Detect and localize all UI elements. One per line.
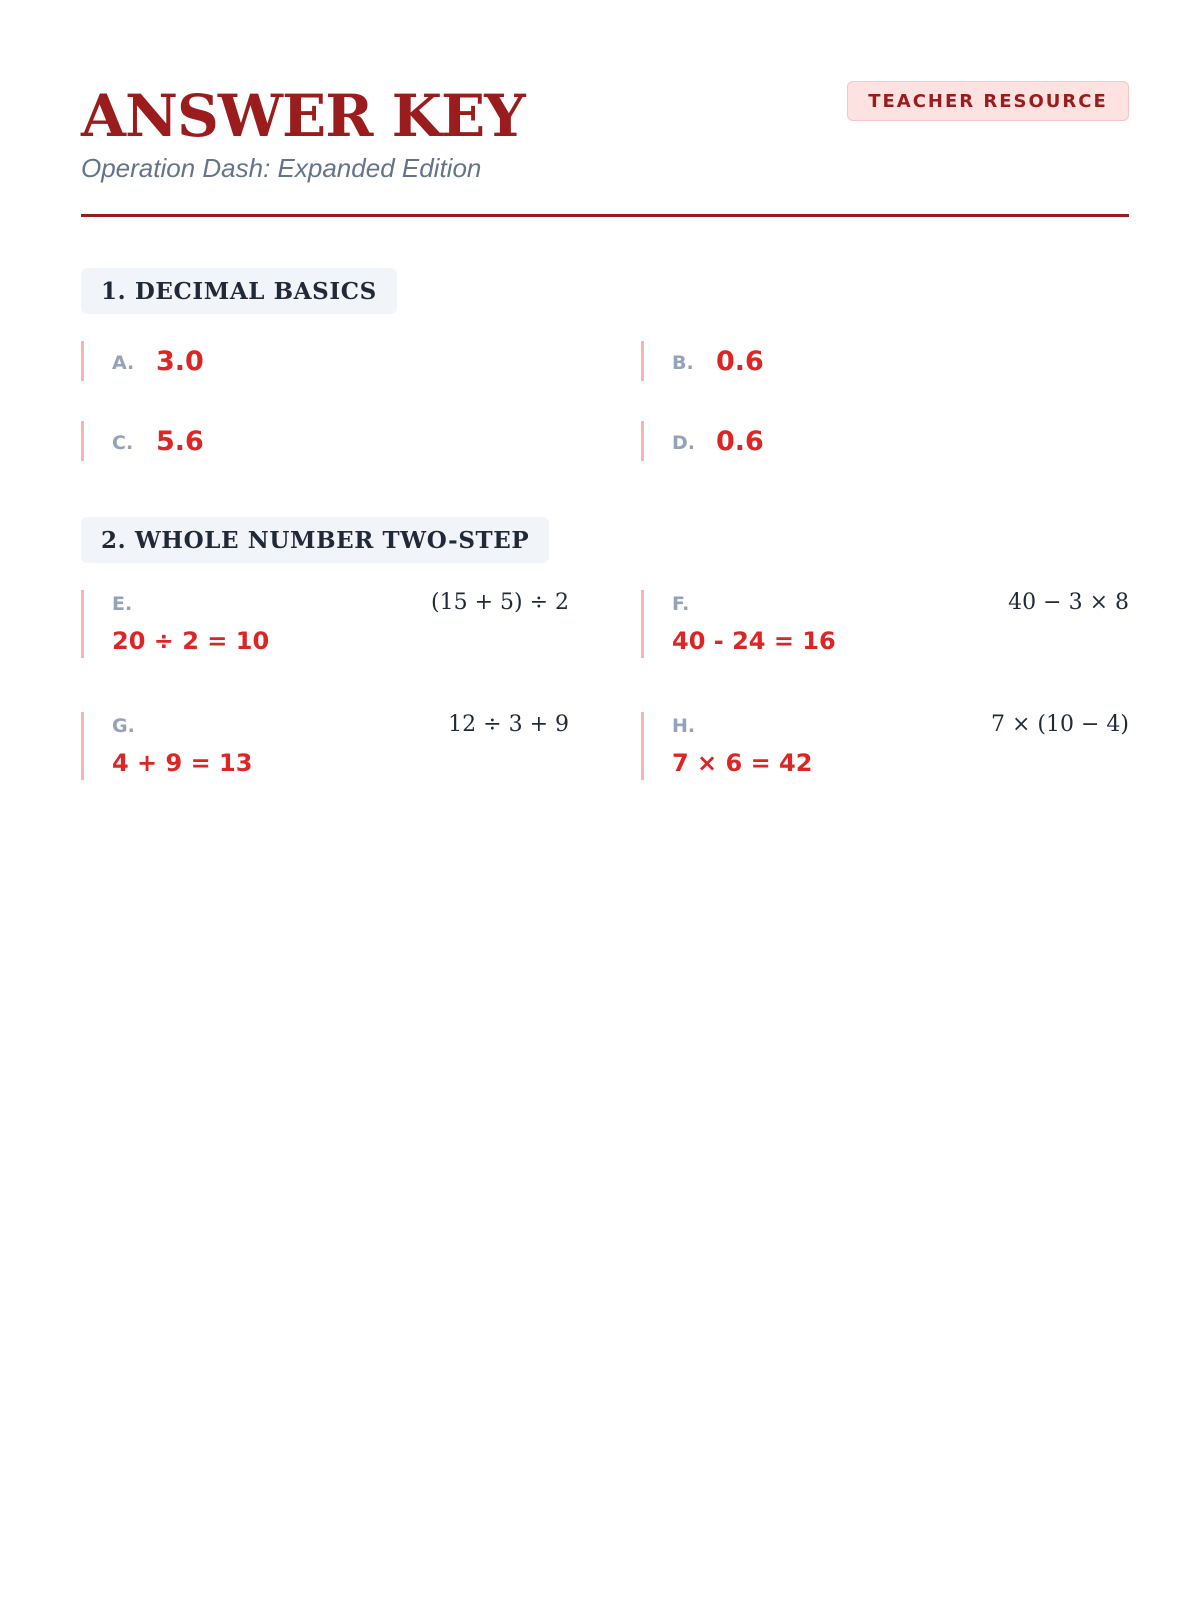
item-expression: 12 ÷ 3 + 9 xyxy=(448,712,569,737)
item-answer: 7 × 6 = 42 xyxy=(672,749,813,777)
item-letter: C. xyxy=(112,432,134,454)
answer-item-h xyxy=(641,712,1129,780)
answer-item-a xyxy=(81,341,569,381)
teacher-resource-badge: TEACHER RESOURCE xyxy=(847,81,1129,121)
answer-item-e xyxy=(81,590,569,658)
page-subtitle: Operation Dash: Expanded Edition xyxy=(81,153,482,183)
item-answer: 20 ÷ 2 = 10 xyxy=(112,627,270,655)
page-header xyxy=(81,0,1129,218)
item-letter: A. xyxy=(112,352,135,374)
answer-item-b xyxy=(641,341,1129,381)
item-answer: 5.6 xyxy=(156,425,204,457)
section-heading-decimal-basics: 1. DECIMAL BASICS xyxy=(81,268,397,314)
item-answer: 0.6 xyxy=(716,425,764,457)
item-answer: 4 + 9 = 13 xyxy=(112,749,253,777)
item-letter: D. xyxy=(672,432,695,454)
item-letter: H. xyxy=(672,715,696,737)
item-expression: 40 − 3 × 8 xyxy=(1008,590,1129,615)
item-answer: 3.0 xyxy=(156,345,204,377)
item-letter: F. xyxy=(672,593,690,615)
section-heading-whole-number-two-step: 2. WHOLE NUMBER TWO-STEP xyxy=(81,517,549,563)
answer-item-d xyxy=(641,421,1129,461)
item-answer: 0.6 xyxy=(716,345,764,377)
item-expression: 7 × (10 − 4) xyxy=(991,712,1129,737)
answer-key-page xyxy=(81,0,1129,777)
header-divider xyxy=(81,214,1129,217)
answer-item-c xyxy=(81,421,569,461)
answer-item-g xyxy=(81,712,569,780)
item-letter: E. xyxy=(112,593,133,615)
item-expression: (15 + 5) ÷ 2 xyxy=(431,590,569,615)
item-answer: 40 - 24 = 16 xyxy=(672,627,836,655)
item-letter: G. xyxy=(112,715,135,737)
page-title: ANSWER KEY xyxy=(81,82,525,150)
item-letter: B. xyxy=(672,352,694,374)
answer-item-f xyxy=(641,590,1129,658)
